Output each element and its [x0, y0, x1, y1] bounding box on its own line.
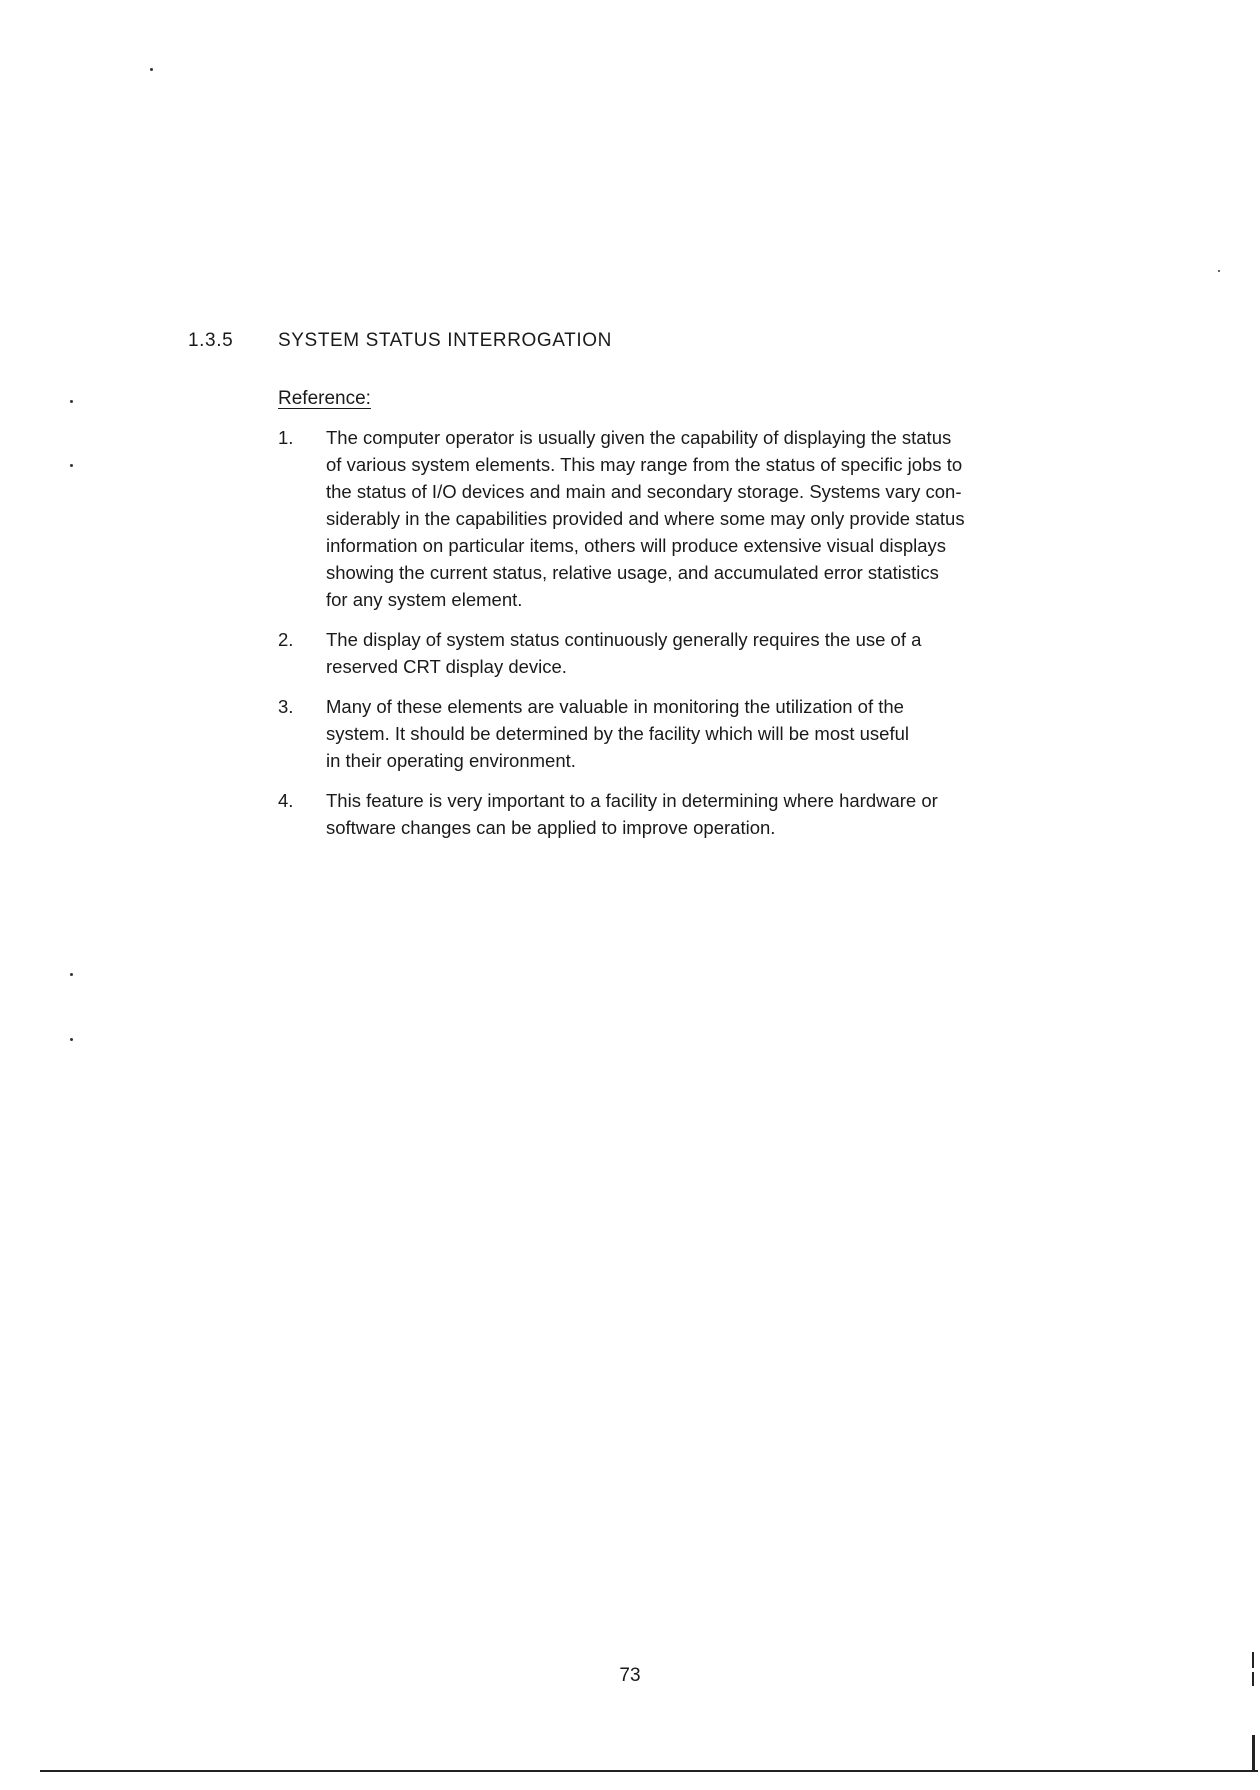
section-title: SYSTEM STATUS INTERROGATION — [278, 330, 612, 351]
list-item-marker: 4. — [278, 790, 294, 811]
list-item — [278, 626, 1098, 680]
list-item-line: in their operating environment. — [326, 750, 576, 771]
scan-speck — [1218, 270, 1220, 272]
list-item-line: software changes can be applied to improve operation. — [326, 817, 776, 838]
edge-mark — [1252, 1672, 1254, 1686]
list-item-line: showing the current status, relative usage, and accumulated error statistics — [326, 562, 939, 583]
list-item-marker: 1. — [278, 427, 294, 448]
scan-speck — [70, 464, 73, 467]
scan-speck — [70, 400, 73, 403]
list-item-line: The computer operator is usually given the capability of displaying the status — [326, 427, 952, 448]
page-number: 73 — [619, 1665, 641, 1686]
list-item — [278, 424, 1098, 613]
section-number: 1.3.5 — [188, 330, 234, 351]
list-item-line: for any system element. — [326, 589, 523, 610]
page-bottom-rule — [40, 1770, 1258, 1772]
list-item-marker: 3. — [278, 696, 294, 717]
list-item-line: The display of system status continuously generally requires the use of a — [326, 629, 922, 650]
list-item-line: information on particular items, others will produce extensive visual displays — [326, 535, 947, 556]
list-item-line: This feature is very important to a facility in determining where hardware or — [326, 790, 938, 811]
list-item-line: Many of these elements are valuable in monitoring the utilization of the — [326, 696, 904, 717]
reference-list — [278, 424, 1098, 854]
list-item-line: siderably in the capabilities provided and where some may only provide status — [326, 508, 965, 529]
list-item-line: the status of I/O devices and main and secondary storage. Systems vary con- — [326, 481, 962, 502]
scan-speck — [70, 1038, 73, 1041]
list-item-marker: 2. — [278, 629, 294, 650]
edge-mark — [1252, 1652, 1254, 1668]
list-item-line: of various system elements. This may range from the status of specific jobs to — [326, 454, 963, 475]
list-item — [278, 693, 1098, 774]
edge-mark — [1252, 1735, 1255, 1771]
list-item — [278, 787, 1098, 841]
list-item-line: reserved CRT display device. — [326, 656, 567, 677]
scan-speck — [70, 973, 73, 976]
scan-speck — [150, 68, 153, 71]
list-item-line: system. It should be determined by the facility which will be most useful — [326, 723, 910, 744]
reference-label: Reference: — [278, 388, 371, 409]
section-heading — [188, 330, 612, 352]
